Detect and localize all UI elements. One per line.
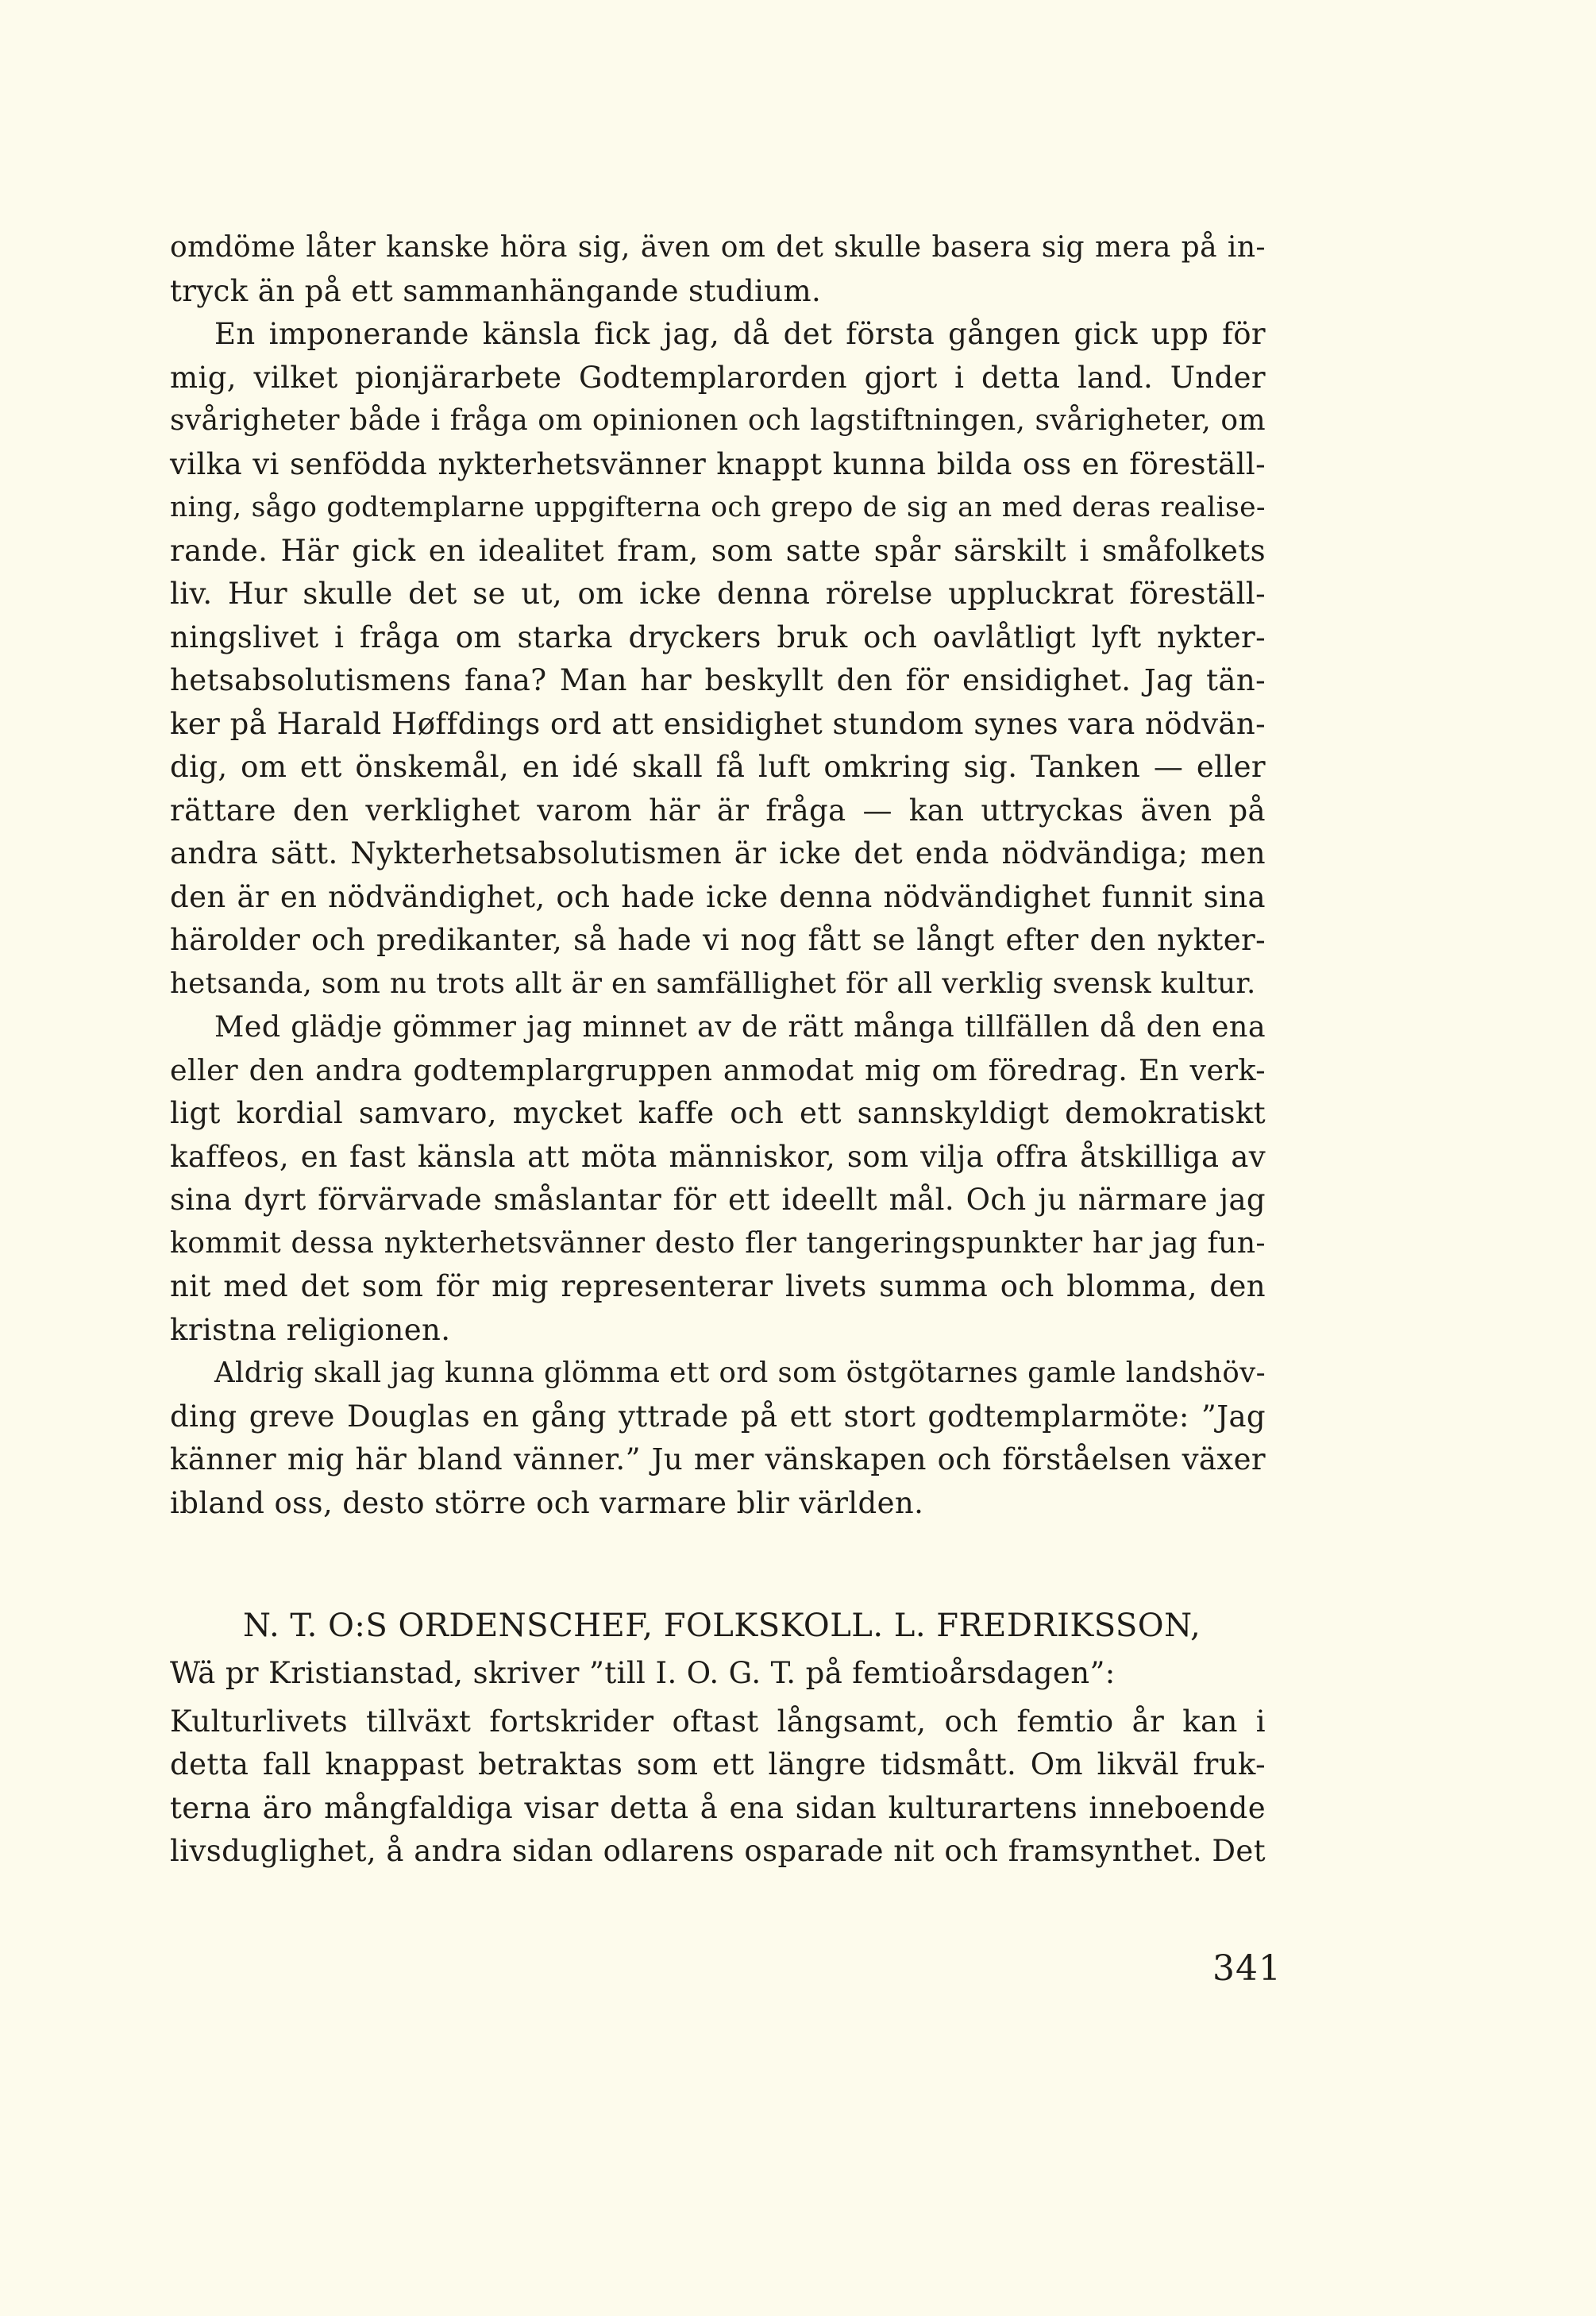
body-text-upper	[170, 226, 1266, 1525]
text-line: den är en nödvändighet, och hade icke denna nödvändighet funnit sina	[170, 879, 1266, 914]
text-line: tryck än på ett sammanhängande studium.	[170, 273, 822, 308]
text-line: ding greve Douglas en gång yttrade på ett stort godtemplarmöte: ”Jag	[170, 1399, 1266, 1434]
text-line: mig, vilket pionjärarbete Godtemplarorden gjort i detta land. Under	[170, 360, 1266, 395]
text-line: dig, om ett önskemål, en idé skall få luft omkring sig. Tanken — eller	[170, 750, 1266, 784]
text-line: rättare den verklighet varom här är fråga — kan uttryckas även på	[170, 793, 1266, 828]
text-line: rande. Här gick en idealitet fram, som satte spår särskilt i småfolkets	[170, 533, 1266, 568]
text-line: ibland oss, desto större och varmare blir världen.	[170, 1485, 924, 1520]
text-line: härolder och predikanter, så hade vi nog fått se långt efter den nykter-	[170, 923, 1266, 957]
text-line: ker på Harald Høffdings ord att ensidighet stundom synes vara nödvän-	[170, 706, 1266, 741]
text-line: liv. Hur skulle det se ut, om icke denna rörelse uppluckrat föreställ-	[170, 577, 1266, 611]
text-line: nit med det som för mig representerar livets summa och blomma, den	[170, 1269, 1266, 1303]
text-line: ligt kordial samvaro, mycket kaffe och ett sannskyldigt demokratiskt	[170, 1096, 1266, 1130]
body-text-lower	[170, 1652, 1266, 1874]
text-line: ningslivet i fråga om starka dryckers bruk och oavlåtligt lyft nykter-	[170, 620, 1266, 654]
text-line: eller den andra godtemplargruppen anmodat mig om föredrag. En verk-	[170, 1052, 1266, 1087]
text-line: En imponerande känsla fick jag, då det första gången gick upp för	[214, 317, 1266, 351]
text-line: detta fall knappast betraktas som ett längre tidsmått. Om likväl fruk-	[170, 1747, 1266, 1781]
text-line: hetsanda, som nu trots allt är en samfällighet för all verklig svensk kultur.	[170, 967, 1256, 1000]
page-number: 341	[1212, 1948, 1282, 1989]
text-line: andra sätt. Nykterhetsabsolutismen är icke det enda nödvändiga; men	[170, 836, 1266, 870]
text-line: vilka vi senfödda nykterhetsvänner knappt kunna bilda oss en föreställ-	[170, 446, 1266, 481]
text-line: livsduglighet, å andra sidan odlarens osparade nit och framsynthet. Det	[170, 1834, 1266, 1868]
text-line: omdöme låter kanske höra sig, även om det skulle basera sig mera på in-	[170, 231, 1266, 264]
text-line: kaffeos, en fast känsla att möta människor, som vilja offra åtskilliga av	[170, 1139, 1266, 1174]
text-line: svårigheter både i fråga om opinionen och lagstiftningen, svårigheter, om	[170, 404, 1266, 437]
section-subheading: Wä pr Kristianstad, skriver ”till I. O. G. T. på femtioårsdagen”:	[170, 1656, 1116, 1690]
text-line: hetsabsolutismens fana? Man har beskyllt den för ensidighet. Jag tän-	[170, 663, 1266, 697]
text-line: känner mig här bland vänner.” Ju mer vänskapen och förståelsen växer	[170, 1442, 1266, 1476]
text-line: Kulturlivets tillväxt fortskrider oftast långsamt, och femtio år kan i	[170, 1704, 1266, 1739]
section-heading: N. T. O:S ORDENSCHEF, FOLKSKOLL. L. FREDRIKSSON,	[243, 1608, 1201, 1644]
text-line: kristna religionen.	[170, 1312, 451, 1347]
text-line: sina dyrt förvärvade småslantar för ett ideellt mål. Och ju närmare jag	[170, 1183, 1266, 1217]
text-line: ning, sågo godtemplarne uppgifterna och grepo de sig an med deras realise-	[170, 492, 1266, 523]
text-line: kommit dessa nykterhetsvänner desto fler tangeringspunkter har jag fun-	[170, 1226, 1266, 1260]
text-line: terna äro mångfaldiga visar detta å ena sidan kulturartens inneboende	[170, 1790, 1266, 1825]
text-line: Aldrig skall jag kunna glömma ett ord som östgötarnes gamle landshöv-	[214, 1357, 1266, 1389]
text-line: Med glädje gömmer jag minnet av de rätt många tillfällen då den ena	[214, 1009, 1266, 1044]
